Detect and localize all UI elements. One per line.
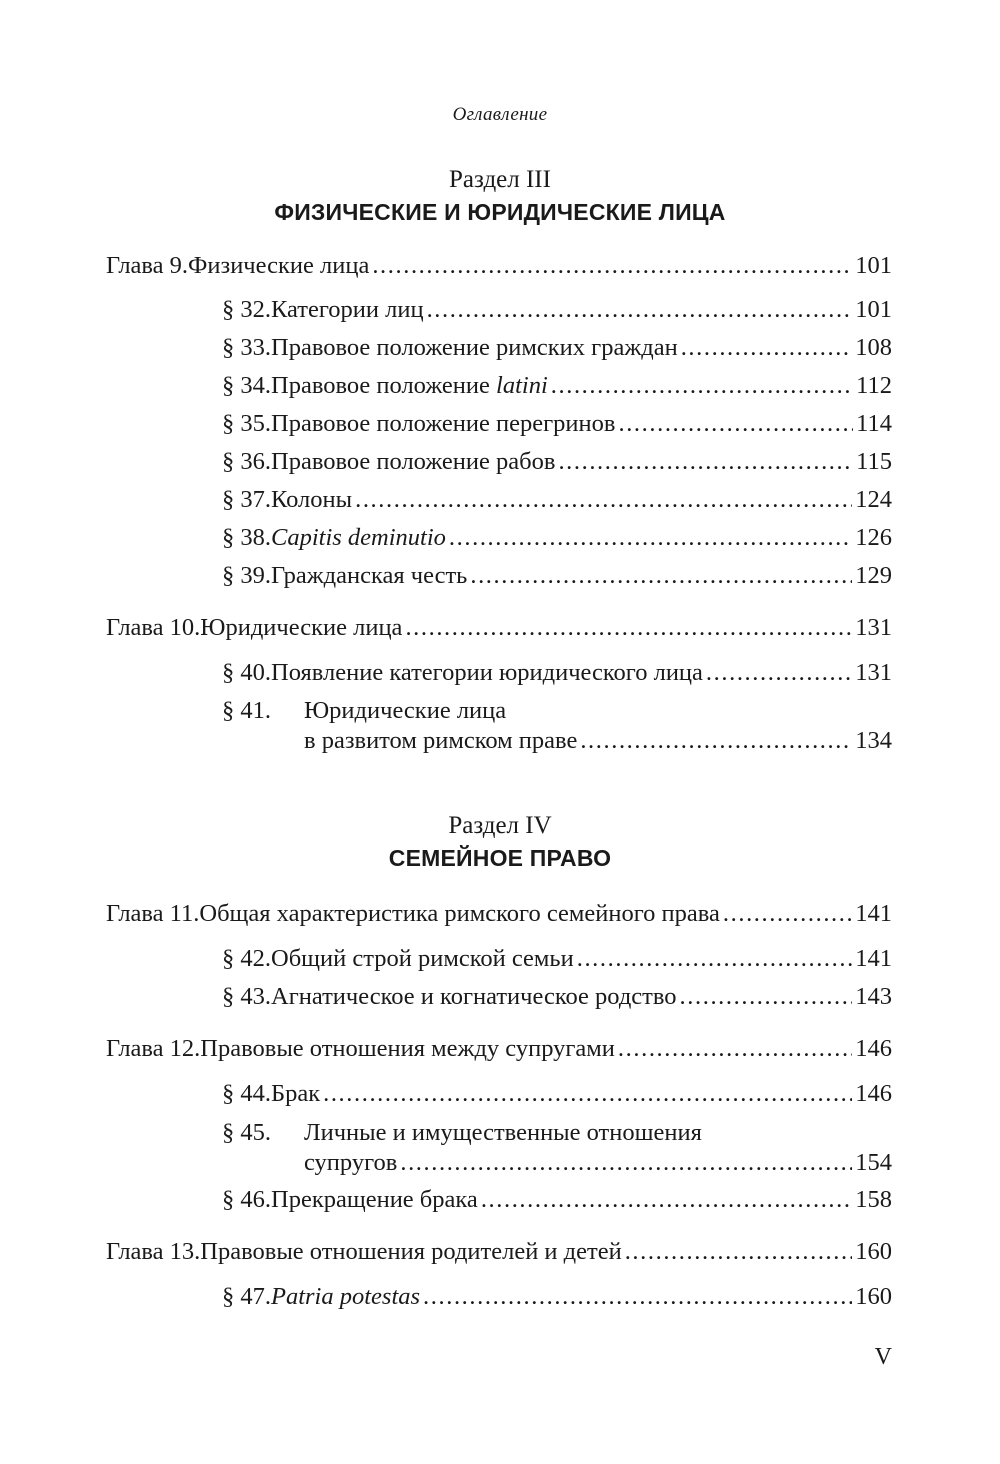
page-ref: 141 xyxy=(855,945,892,972)
chapter-title: Физические лица xyxy=(188,252,370,279)
dot-leader xyxy=(706,656,852,690)
section-heading-3 xyxy=(0,164,1000,228)
chapter-number: Глава 10. xyxy=(106,614,201,641)
toc-para-40[interactable] xyxy=(106,656,892,690)
chapter-number: Глава 11. xyxy=(106,900,200,927)
page-ref: 115 xyxy=(856,448,892,475)
para-title: Брак xyxy=(271,1080,321,1107)
page-ref: 146 xyxy=(855,1080,892,1107)
toc-chapter-12[interactable] xyxy=(106,1032,892,1066)
toc-para-35[interactable] xyxy=(106,407,892,441)
dot-leader xyxy=(481,1183,852,1217)
chapter-number: Глава 9. xyxy=(106,252,189,279)
toc-para-47[interactable] xyxy=(106,1280,892,1314)
page-ref: 160 xyxy=(855,1238,892,1265)
page-ref: 131 xyxy=(855,659,892,686)
section-label: Раздел III xyxy=(449,166,551,193)
dot-leader xyxy=(577,942,853,976)
chapter-number: Глава 12. xyxy=(106,1035,201,1062)
page-number: V xyxy=(874,1344,892,1370)
dot-leader xyxy=(681,331,853,365)
para-title: Гражданская честь xyxy=(271,562,468,589)
dot-leader xyxy=(558,445,853,479)
page-ref: 101 xyxy=(855,296,892,323)
toc-chapter-13[interactable] xyxy=(106,1235,892,1269)
toc-chapter-9[interactable] xyxy=(106,249,892,283)
page-ref: 134 xyxy=(855,727,892,754)
para-number: § 40. xyxy=(222,659,271,686)
dot-leader xyxy=(427,293,853,327)
para-title: Категории лиц xyxy=(271,296,424,323)
dot-leader xyxy=(618,407,853,441)
page-ref: 143 xyxy=(855,983,892,1010)
para-title: Агнатическое и когнатическое родство xyxy=(271,983,677,1010)
para-title: Личные и имущественные отношения xyxy=(304,1119,702,1146)
para-title-line2: в развитом римском праве xyxy=(304,727,578,754)
dot-leader xyxy=(680,980,853,1014)
dot-leader xyxy=(580,724,852,758)
page-ref: 154 xyxy=(855,1149,892,1176)
page-ref: 158 xyxy=(855,1186,892,1213)
toc-para-37[interactable] xyxy=(106,483,892,517)
dot-leader xyxy=(423,1280,852,1314)
toc-chapter-11[interactable] xyxy=(106,897,892,931)
chapter-title: Юридические лица xyxy=(200,614,403,641)
page-ref: 146 xyxy=(855,1035,892,1062)
toc-para-45[interactable] xyxy=(106,1116,892,1180)
page-ref: 124 xyxy=(855,486,892,513)
dot-leader xyxy=(625,1235,853,1269)
para-number: § 34. xyxy=(222,372,271,399)
toc-para-36[interactable] xyxy=(106,445,892,479)
page-ref: 126 xyxy=(855,524,892,551)
page-ref: 108 xyxy=(855,334,892,361)
toc-para-42[interactable] xyxy=(106,942,892,976)
dot-leader xyxy=(551,369,853,403)
page-ref: 160 xyxy=(855,1283,892,1310)
para-number: § 37. xyxy=(222,486,271,513)
page-ref: 129 xyxy=(855,562,892,589)
para-number: § 42. xyxy=(222,945,271,972)
dot-leader xyxy=(723,897,852,931)
dot-leader xyxy=(372,249,852,283)
para-title xyxy=(271,369,548,403)
dot-leader xyxy=(355,483,852,517)
para-title: Правовое положение перегринов xyxy=(271,410,616,437)
toc-chapter-10[interactable] xyxy=(106,611,892,645)
toc-para-39[interactable] xyxy=(106,559,892,593)
page-ref: 131 xyxy=(855,614,892,641)
toc-para-44[interactable] xyxy=(106,1077,892,1111)
section-title: СЕМЕЙНОЕ ПРАВО xyxy=(388,845,612,871)
para-number: § 35. xyxy=(222,410,271,437)
chapter-number: Глава 13. xyxy=(106,1238,201,1265)
toc-para-41[interactable] xyxy=(106,694,892,758)
section-title: ФИЗИЧЕСКИЕ И ЮРИДИЧЕСКИЕ ЛИЦА xyxy=(274,199,726,225)
toc-para-34[interactable] xyxy=(106,369,892,403)
para-number: § 38. xyxy=(222,524,271,551)
para-title: Правовое положение рабов xyxy=(271,448,556,475)
para-number: § 41. xyxy=(222,697,271,724)
chapter-title: Правовые отношения родителей и детей xyxy=(200,1238,622,1265)
para-number: § 36. xyxy=(222,448,271,475)
toc-para-38[interactable] xyxy=(106,521,892,555)
para-title: Колоны xyxy=(271,486,353,513)
para-title: Правовое положение римских граждан xyxy=(271,334,678,361)
chapter-title: Правовые отношения между супругами xyxy=(200,1035,615,1062)
para-title: Capitis deminutio xyxy=(271,524,446,551)
page-ref: 114 xyxy=(856,410,892,437)
page-ref: 112 xyxy=(856,372,892,399)
para-number: § 44. xyxy=(222,1080,271,1107)
dot-leader xyxy=(449,521,852,555)
para-number: § 32. xyxy=(222,296,271,323)
para-title-italic: latini xyxy=(496,372,548,399)
chapter-title: Общая характеристика римского семейного права xyxy=(199,900,720,927)
para-number: § 43. xyxy=(222,983,271,1010)
toc-para-43[interactable] xyxy=(106,980,892,1014)
para-number: § 39. xyxy=(222,562,271,589)
para-title-line2: супругов xyxy=(304,1149,398,1176)
para-number: § 45. xyxy=(222,1119,271,1146)
dot-leader xyxy=(470,559,852,593)
para-number: § 46. xyxy=(222,1186,271,1213)
page-ref: 101 xyxy=(855,252,892,279)
page-ref: 141 xyxy=(855,900,892,927)
dot-leader xyxy=(405,611,852,645)
para-number: § 47. xyxy=(222,1283,271,1310)
dot-leader xyxy=(400,1146,852,1180)
toc-para-33[interactable] xyxy=(106,331,892,365)
section-label: Раздел IV xyxy=(448,812,552,839)
para-title: Юридические лица xyxy=(304,697,507,724)
para-number: § 33. xyxy=(222,334,271,361)
para-title: Прекращение брака xyxy=(271,1186,478,1213)
section-heading-4 xyxy=(0,810,1000,874)
para-title: Patria potestas xyxy=(271,1283,421,1310)
running-head: Оглавление xyxy=(452,104,548,125)
toc-para-46[interactable] xyxy=(106,1183,892,1217)
dot-leader xyxy=(618,1032,852,1066)
toc-para-32[interactable] xyxy=(106,293,892,327)
para-title: Появление категории юридического лица xyxy=(271,659,703,686)
para-title-text: Правовое положение xyxy=(271,372,497,399)
dot-leader xyxy=(323,1077,852,1111)
para-title: Общий строй римской семьи xyxy=(271,945,574,972)
